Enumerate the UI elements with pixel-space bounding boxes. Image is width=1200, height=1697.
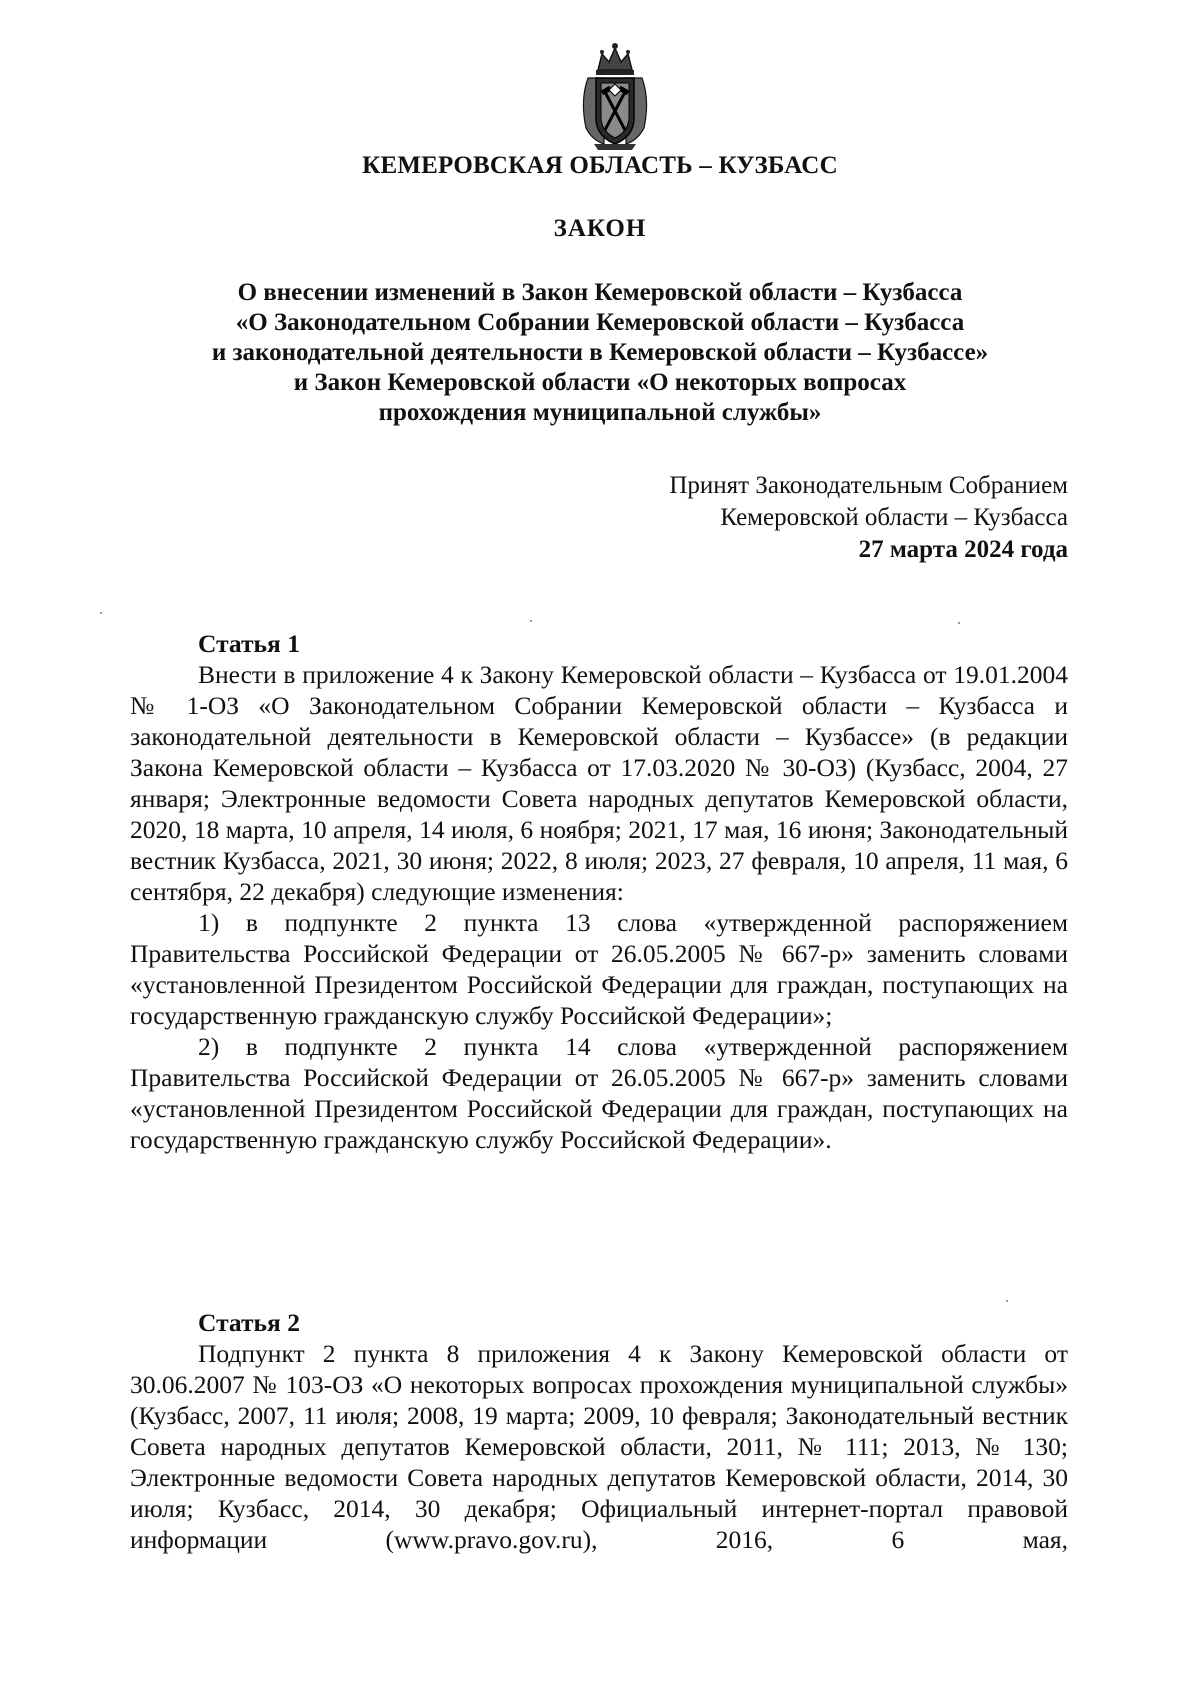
law-title-line: О внесении изменений в Закон Кемеровской области – Кузбасса [237,279,963,306]
law-title-line: и Закон Кемеровской области «О некоторых вопросах [293,369,907,396]
document-type: ЗАКОН [553,215,647,242]
scan-speck [1006,1300,1008,1302]
article-paragraph: Внести в приложение 4 к Закону Кемеровской области – Кузбасса от 19.01.2004 № 1-ОЗ «О Законодательном Собрании Кемеровской области – Кузбасса и законодательной деятельности в Кемеровской области – Кузбассе» (в редакции Закона Кемеровской области – Кузбасса от 17.03.2020 № 30-ОЗ) (Кузбасс, 2004, 27 января; Электронные ведомости Совета народных депутатов Кемеровской области, 2020, 18 марта, 10 апреля, 14 июля, 6 ноября; 2021, 17 мая, 16 июня; Законодательный вестник Кузбасса, 2021, 30 июня; 2022, 8 июля; 2023, 27 февраля, 10 апреля, 11 мая, 6 сентября, 22 декабря) следующие изменения: [130,660,1068,906]
adoption-date: 27 марта 2024 года [858,536,1068,563]
article-paragraph: Подпункт 2 пункта 8 приложения 4 к Закону Кемеровской области от 30.06.2007 № 103-ОЗ «О некоторых вопросах прохождения муниципальной службы» (Кузбасс, 2007, 11 июля; 2008, 19 марта; 2009, 10 февраля; Законодательный вестник Совета народных депутатов Кемеровской области, 2011, № 111; 2013, № 130; Электронные ведомости Совета народных депутатов Кемеровской области, 2014, 30 июля; Кузбасс, 2014, 30 декабря; Официальный интернет-портал правовой информации (www.pravo.gov.ru), 2016, 6 мая, [130,1339,1068,1554]
adoption-block [669,470,1068,566]
law-title-line: «О Законодательном Собрании Кемеровской области – Кузбасса [235,309,965,336]
scan-speck [100,612,102,614]
adoption-line: Кемеровской области – Кузбасса [720,504,1068,531]
article-heading: Статья 2 [198,1308,300,1337]
region-name: КЕМЕРОВСКАЯ ОБЛАСТЬ – КУЗБАСС [362,152,838,179]
scan-speck [958,622,960,624]
kuzbass-coat-of-arms-icon [576,40,654,152]
article-item: 2) в подпункте 2 пункта 14 слова «утвержденной распоряжением Правительства Российской Федерации от 26.05.2005 № 667-р» заменить словами «установленной Президентом Российской Федерации для граждан, поступающих на государственную гражданскую службу Российской Федерации». [130,1032,1068,1154]
article-heading: Статья 1 [198,629,300,658]
scan-speck [530,620,532,622]
law-title [130,278,1070,428]
law-title-line: и законодательной деятельности в Кемеровской области – Кузбассе» [211,339,989,366]
article-item: 1) в подпункте 2 пункта 13 слова «утвержденной распоряжением Правительства Российской Федерации от 26.05.2005 № 667-р» заменить словами «установленной Президентом Российской Федерации для граждан, поступающих на государственную гражданскую службу Российской Федерации»; [130,908,1068,1030]
article-1 [130,628,1068,1155]
adoption-line: Принят Законодательным Собранием [669,472,1068,499]
law-title-line: прохождения муниципальной службы» [378,399,822,426]
article-2 [130,1307,1068,1555]
